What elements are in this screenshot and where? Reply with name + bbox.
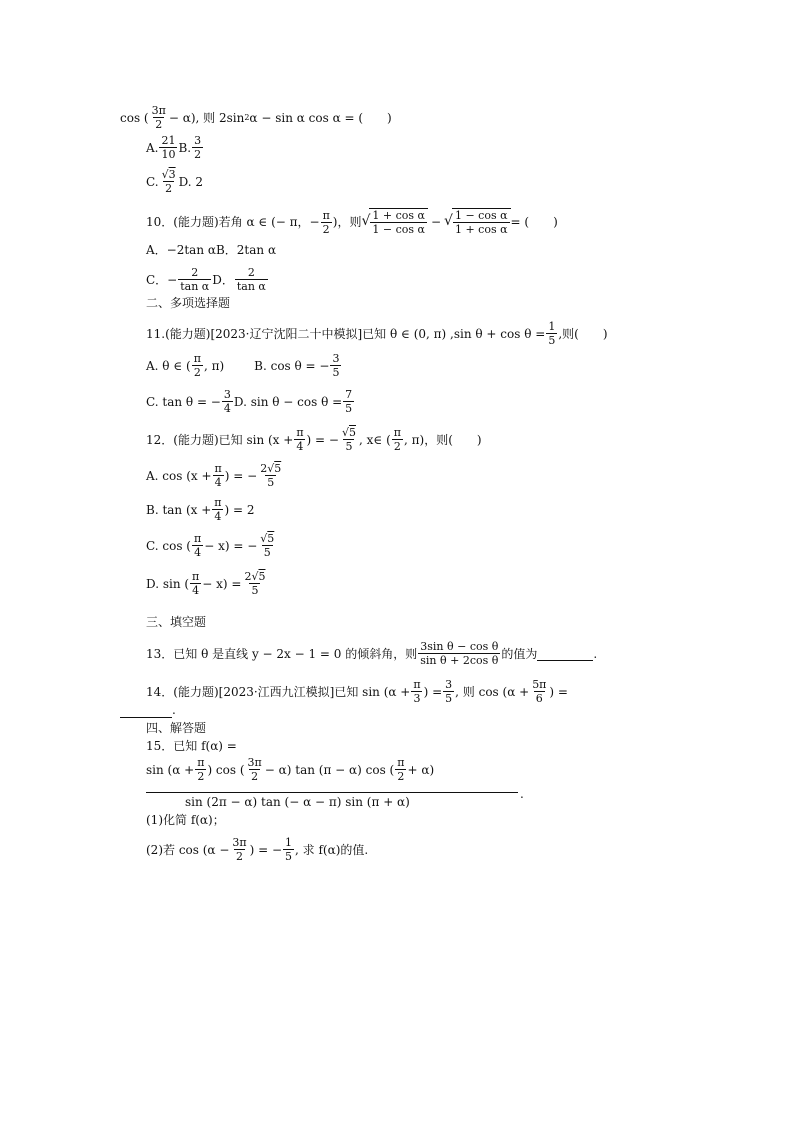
- q11-option-d-label: D. sin θ − cos θ =: [233, 394, 343, 409]
- q10-d-den: tan α: [236, 280, 266, 293]
- sqrt-sign-icon: √: [361, 213, 371, 229]
- q12-b-frac: [212, 496, 223, 523]
- q11-fraction: [546, 320, 557, 347]
- q11-b-num: 3: [332, 352, 340, 365]
- q10-minus: −: [430, 215, 442, 229]
- q14-f2-num: 3: [445, 678, 453, 691]
- q10-frac-den: 2: [322, 222, 330, 236]
- q9-stem-mid: − α), 则 2sin: [168, 110, 245, 125]
- q15-part1: [146, 812, 225, 828]
- sqrt-sign-icon: √: [260, 532, 268, 545]
- q10-options-ab: [146, 242, 276, 258]
- q12-d-mid: − x) =: [202, 576, 242, 591]
- q10-option-c-label: C．−: [146, 272, 178, 287]
- sqrt-sign-icon: √: [444, 213, 453, 229]
- q13-end: .: [593, 646, 598, 661]
- q15-part1-text: (1)化简 f(α)；: [146, 813, 225, 827]
- q15-stem: [146, 738, 237, 754]
- q15-p2-num: 3π: [232, 836, 247, 849]
- q10-stem-mid: )，则: [332, 215, 362, 229]
- q14-stem-mid: , 则 cos (α +: [455, 684, 530, 699]
- q12-a-label: A. cos (x +: [146, 468, 212, 483]
- q11-option-b-label: B. cos θ = −: [254, 358, 330, 373]
- q12-b-tail: ) = 2: [224, 502, 255, 517]
- q9-option-c-label: C.: [146, 174, 159, 189]
- q14-stem-tail: ) =: [549, 684, 568, 699]
- q15-num-part3: − α) tan (π − α) cos (: [264, 762, 395, 777]
- q14-f1-num: π: [413, 678, 421, 691]
- sqrt-sign-icon: √: [267, 462, 275, 475]
- q12-a-four: 4: [214, 476, 222, 489]
- q12-c-value-num: [258, 532, 276, 545]
- q15-f2-num: 3π: [247, 756, 262, 769]
- sqrt-sign-icon: √: [161, 168, 169, 181]
- q12-a-value-num: [258, 462, 283, 475]
- q11-d-num: 7: [345, 388, 353, 401]
- q15-f3-den: 2: [397, 770, 405, 783]
- q10-d-num: 2: [247, 266, 255, 279]
- q10-c-den: tan α: [180, 280, 210, 293]
- q12-a-value: [258, 462, 283, 489]
- q12-stem-eq: ) = −: [306, 432, 339, 447]
- q9-options-cd: [146, 168, 203, 195]
- q10-option-d-value: [235, 266, 268, 293]
- q11-a-den: 2: [193, 366, 201, 379]
- q15-fraction-bar: [146, 762, 518, 793]
- q9-frac-den: 2: [155, 118, 163, 131]
- q12-c-rad: 5: [267, 532, 275, 545]
- q9-stem-tail: α − sin α cos α = ( ): [249, 110, 392, 125]
- q10-r1-num: 1 + cos α: [372, 209, 425, 222]
- q15-f1-den: 2: [197, 770, 205, 783]
- q10-options-ab-text: A．−2tan αB．2tan α: [146, 243, 277, 257]
- q11-frac-den: 5: [548, 334, 556, 347]
- q12-option-c: [146, 532, 277, 559]
- q11-options-cd: [146, 388, 355, 415]
- q14-f1-den: 3: [413, 692, 421, 705]
- section3-text: 三、填空题: [146, 615, 207, 629]
- q15-f3-num: π: [397, 756, 405, 769]
- q14-f2-den: 5: [445, 692, 453, 705]
- q12-f3: [392, 426, 403, 453]
- q11-c-den: 4: [223, 402, 231, 415]
- section-heading-answer: [146, 720, 206, 736]
- q12-d-four: 4: [192, 584, 200, 597]
- q15-p2-fnum: 1: [285, 836, 293, 849]
- q9-a-den: 10: [161, 148, 176, 161]
- q14-f3: [530, 678, 548, 705]
- q15-part2-tail: , 求 f(α)的值.: [295, 842, 369, 857]
- q11-a-num: π: [193, 352, 201, 365]
- q12-d-label: D. sin (: [146, 576, 190, 591]
- q11-stem: [146, 320, 608, 347]
- q15-stem-text: 15．已知 f(α) =: [146, 739, 237, 753]
- section-heading-fill-in: [146, 614, 206, 630]
- q12-f3-num: π: [393, 426, 401, 439]
- q13-num: 3sin θ − cos θ: [420, 640, 499, 653]
- q14-end: .: [172, 703, 176, 717]
- q9-options-ab: [146, 134, 204, 161]
- q14-answer-line: [120, 702, 176, 718]
- q12-a-mid: ) = −: [224, 468, 258, 483]
- q13-den: sin θ + 2cos θ: [420, 654, 499, 667]
- q10-c-num: 2: [191, 266, 199, 279]
- q9-c-den: 2: [165, 182, 173, 195]
- q14-answer-blank[interactable]: [120, 703, 172, 718]
- q10-frac-num: π: [322, 208, 330, 222]
- section4-text: 四、解答题: [146, 721, 207, 735]
- q11-b-frac: [330, 352, 341, 379]
- q12-c-den: 5: [263, 546, 271, 559]
- q12-f1-den: 4: [296, 440, 304, 453]
- q12-d-coef: 2: [244, 570, 252, 583]
- q12-a-coef: 2: [260, 462, 268, 475]
- q12-d-frac: [190, 570, 201, 597]
- q14-f1: [411, 678, 422, 705]
- q15-p2-den: 2: [236, 850, 243, 863]
- q15-part2-f1: [230, 836, 248, 863]
- q9-fraction: [150, 104, 168, 131]
- q10-r2-num: 1 − cos α: [454, 209, 508, 222]
- q9-option-a-label: A.: [146, 140, 159, 155]
- q14-stem-start: 14．(能力题)[2023·江西九江模拟]已知 sin (α +: [146, 684, 411, 699]
- q15-f1-num: π: [197, 756, 205, 769]
- q11-option-a-label: A. θ ∈ (: [146, 358, 191, 373]
- q12-f2-den: 5: [345, 440, 353, 453]
- q15-num-part4: + α): [407, 762, 435, 777]
- section2-text: 二、多项选择题: [146, 296, 231, 310]
- q9-a-num: 21: [161, 134, 176, 147]
- q15-num-part2: ) cos (: [207, 762, 245, 777]
- q12-d-den: 5: [251, 584, 259, 597]
- q13-tail: 的值为: [501, 646, 538, 661]
- q9-b-den: 2: [194, 148, 202, 161]
- q13-fraction: [418, 640, 500, 667]
- q14-f2: [443, 678, 454, 705]
- sqrt-sign-icon: √: [251, 570, 259, 583]
- q12-b-pi: π: [214, 496, 222, 509]
- q11-d-den: 5: [345, 402, 353, 415]
- q12-f2-radicand: 5: [348, 426, 356, 439]
- q12-a-frac: [213, 462, 224, 489]
- q12-c-mid: − x) = −: [204, 538, 258, 553]
- q12-d-rad: 5: [258, 570, 266, 583]
- q12-a-den: 5: [267, 476, 275, 489]
- q12-c-label: C. cos (: [146, 538, 191, 553]
- q11-d-frac: [343, 388, 354, 415]
- q12-b-four: 4: [214, 510, 222, 523]
- q10-stem-tail: = ( ): [510, 215, 558, 229]
- q12-f1: [294, 426, 305, 453]
- q9-superscript: 2: [244, 112, 250, 122]
- q12-option-d: [146, 570, 268, 597]
- q9-b-num: 3: [194, 134, 202, 147]
- q12-c-value: [258, 532, 276, 559]
- q12-stem-tail: , π)，则( ): [404, 432, 482, 447]
- q9-frac-num: 3π: [151, 104, 166, 117]
- q9-option-b-label: B.: [178, 140, 192, 155]
- q9-option-a-value: [159, 134, 177, 161]
- q15-part2: [146, 836, 368, 863]
- q12-f3-den: 2: [393, 440, 401, 453]
- q12-c-four: 4: [194, 546, 202, 559]
- q15-end: .: [520, 787, 524, 801]
- q10-options-cd: [146, 266, 269, 293]
- q15-denominator: [185, 794, 410, 810]
- q10-stem-start: 10．(能力题)若角 α ∈ (− π，−: [146, 215, 320, 229]
- q12-f2-num: [340, 426, 358, 439]
- q9-stem-prefix: cos (: [120, 110, 149, 125]
- q10-option-d-label: D．: [212, 272, 234, 287]
- q9-option-c-value: [160, 168, 178, 195]
- q15-num-part1: sin (α +: [146, 762, 195, 777]
- q10-radical-1: [361, 208, 427, 236]
- q10-r1-den: 1 − cos α: [372, 223, 425, 236]
- q10-fraction: [321, 209, 332, 236]
- q11-c-num: 3: [223, 388, 231, 401]
- q12-option-b: [146, 496, 255, 523]
- q12-stem-domain: , x∈ (: [358, 432, 391, 447]
- q15-part2-start: (2)若 cos (α −: [146, 842, 230, 857]
- q12-d-pi: π: [192, 570, 200, 583]
- q15-p2-fden: 5: [285, 850, 293, 863]
- q10-radical-2: [444, 208, 510, 236]
- q11-stem-tail: ,则( ): [558, 326, 608, 341]
- q12-d-value: [242, 570, 267, 597]
- q15-period: [520, 786, 524, 802]
- q13-stem-text: 13．已知 θ 是直线 y − 2x − 1 = 0 的倾斜角，则: [146, 646, 418, 661]
- q12-stem: [146, 426, 482, 453]
- q12-a-pi: π: [214, 462, 222, 475]
- q11-a-frac: [192, 352, 203, 379]
- q12-d-value-num: [242, 570, 267, 583]
- q14-f3-num: 5π: [532, 678, 547, 691]
- q14-stem: [146, 678, 568, 705]
- q15-f2-den: 2: [251, 770, 259, 783]
- q11-option-a-tail: , π): [203, 358, 225, 373]
- q12-c-pi: π: [193, 532, 202, 545]
- q14-f3-den: 6: [535, 692, 543, 705]
- q12-f1-num: π: [296, 426, 304, 439]
- q12-b-label: B. tan (x +: [146, 502, 212, 517]
- q10-r2-den: 1 + cos α: [454, 223, 508, 236]
- q9-option-b-value: [192, 134, 203, 161]
- q10-option-c-value: [178, 266, 211, 293]
- q11-b-den: 5: [332, 366, 340, 379]
- q12-f2: [340, 426, 358, 453]
- q12-c-frac: [192, 532, 203, 559]
- q10-stem: [146, 208, 558, 236]
- q13-stem: [146, 640, 597, 667]
- q9-c-num: [160, 168, 178, 181]
- q11-options-ab: [146, 352, 342, 379]
- q11-option-c-label: C. tan θ = −: [146, 394, 221, 409]
- q11-frac-num: 1: [548, 320, 556, 333]
- q9-option-d: D. 2: [178, 174, 204, 189]
- q15-den-text: sin (2π − α) tan (− α − π) sin (π + α): [185, 795, 410, 809]
- q12-stem-start: 12．(能力题)已知 sin (x +: [146, 432, 294, 447]
- q9-stem: [120, 104, 392, 131]
- q13-answer-blank[interactable]: [537, 646, 593, 661]
- q12-option-a: [146, 462, 284, 489]
- q15-part2-eq: ) = −: [249, 842, 283, 857]
- q14-stem-eq: ) =: [423, 684, 443, 699]
- q11-stem-text: 11.(能力题)[2023·辽宁沈阳二十中模拟]已知 θ ∈ (0, π) ,sin θ + cos θ =: [146, 326, 546, 341]
- q15-part2-f2: [283, 836, 294, 863]
- sqrt-sign-icon: √: [341, 426, 349, 439]
- q9-c-radicand: 3: [168, 168, 176, 181]
- section-heading-multiple-choice: [146, 295, 230, 311]
- q12-a-rad: 5: [274, 462, 282, 475]
- q11-c-frac: [222, 388, 233, 415]
